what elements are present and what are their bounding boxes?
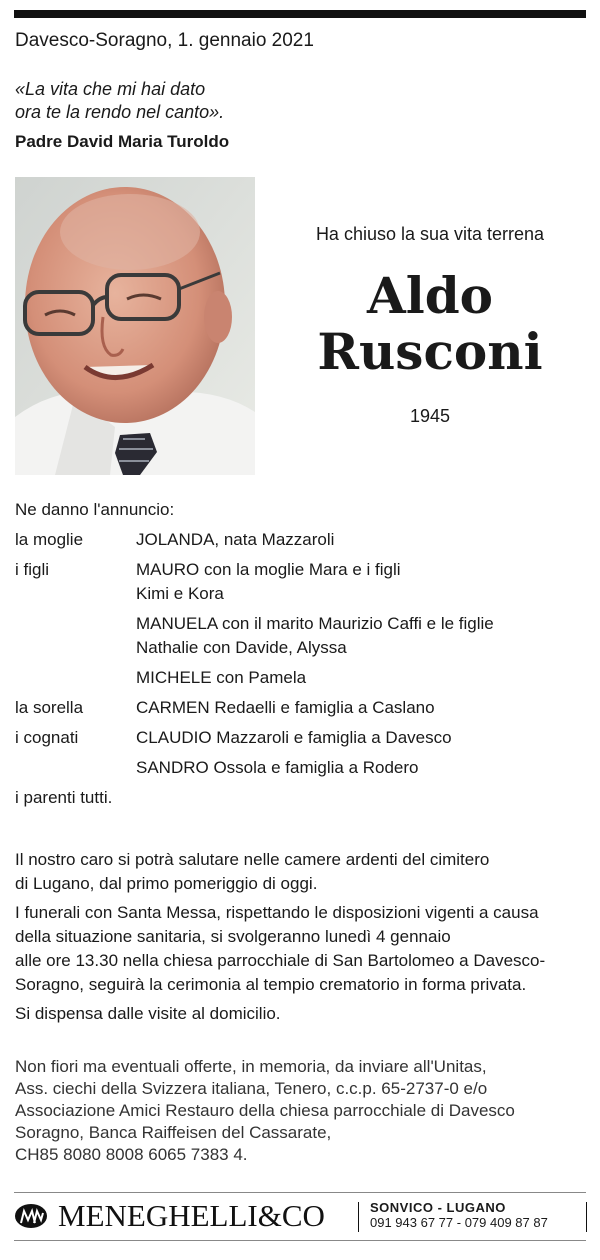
intro-text: Ha chiuso la sua vita terrena bbox=[315, 224, 545, 244]
text-line: Non fiori ma eventuali offerte, in memoria, da inviare all'Unitas, bbox=[15, 1057, 487, 1076]
relation-label: i cognati bbox=[15, 728, 79, 747]
company-name: MENEGHELLI&CO bbox=[58, 1198, 325, 1233]
text-line: Soragno, Banca Raiffeisen del Cassarate, bbox=[15, 1123, 332, 1142]
person-line: MICHELE con Pamela bbox=[136, 668, 307, 687]
relation-label bbox=[15, 756, 136, 780]
footer-rule-bottom bbox=[14, 1240, 586, 1241]
quote-author: Padre David Maria Turoldo bbox=[15, 132, 230, 151]
text-line: di Lugano, dal primo pomeriggio di oggi. bbox=[15, 874, 318, 893]
text-line: Associazione Amici Restauro della chiesa parrocchiale di Davesco bbox=[15, 1101, 515, 1120]
quote-line-1: «La vita che mi hai dato bbox=[15, 79, 206, 99]
footer-rule-top bbox=[14, 1192, 586, 1193]
footer-divider bbox=[358, 1202, 359, 1232]
funeral-details bbox=[15, 848, 595, 1031]
family-row bbox=[15, 666, 494, 690]
relation-label bbox=[15, 612, 136, 660]
last-name: Rusconi bbox=[317, 322, 543, 381]
person-line: CARMEN Redaelli e famiglia a Caslano bbox=[136, 698, 435, 717]
funeral-paragraph bbox=[15, 901, 595, 997]
footer-divider bbox=[586, 1202, 587, 1232]
text-line: Soragno, seguirà la cerimonia al tempio crematorio in forma privata. bbox=[15, 975, 527, 994]
person-line: MANUELA con il marito Maurizio Caffi e le figlie bbox=[136, 614, 494, 633]
relation-people bbox=[136, 528, 334, 552]
family-row bbox=[15, 696, 494, 720]
text-line: della situazione sanitaria, si svolgeranno lunedì 4 gennaio bbox=[15, 927, 451, 946]
portrait-photo-icon bbox=[15, 177, 255, 475]
person-line: SANDRO Ossola e famiglia a Rodero bbox=[136, 758, 419, 777]
relation-people bbox=[136, 726, 452, 750]
relation-people bbox=[136, 696, 435, 720]
top-rule bbox=[14, 10, 586, 18]
family-row bbox=[15, 756, 494, 780]
family-row bbox=[15, 528, 494, 552]
relation-label: la moglie bbox=[15, 530, 84, 549]
relation-label bbox=[15, 666, 136, 690]
deceased-name bbox=[260, 268, 600, 380]
first-name: Aldo bbox=[366, 266, 494, 325]
visiting-paragraph bbox=[15, 848, 595, 896]
relation-people bbox=[136, 666, 306, 690]
relatives-footer: i parenti tutti. bbox=[15, 788, 113, 807]
company-location: SONVICO - LUGANO bbox=[370, 1200, 506, 1215]
person-line: MAURO con la moglie Mara e i figli bbox=[136, 560, 401, 579]
relation-people bbox=[136, 558, 401, 606]
company-phones: 091 943 67 77 - 079 409 87 87 bbox=[370, 1215, 548, 1230]
family-row bbox=[15, 726, 494, 750]
no-visits-paragraph: Si dispensa dalle visite al domicilio. bbox=[15, 1004, 281, 1023]
quote-line-2: ora te la rendo nel canto». bbox=[15, 102, 225, 122]
family-row bbox=[15, 558, 494, 606]
meneghelli-logo-icon bbox=[14, 1203, 48, 1229]
date-line: Davesco-Soragno, 1. gennaio 2021 bbox=[15, 30, 314, 51]
person-line: CLAUDIO Mazzaroli e famiglia a Davesco bbox=[136, 728, 452, 747]
relation-people bbox=[136, 612, 494, 660]
relation-label: i figli bbox=[15, 560, 50, 579]
family-list bbox=[15, 528, 494, 786]
relation-label: la sorella bbox=[15, 698, 84, 717]
person-line: JOLANDA, nata Mazzaroli bbox=[136, 530, 335, 549]
text-line: Ass. ciechi della Svizzera italiana, Tenero, c.c.p. 65-2737-0 e/o bbox=[15, 1079, 488, 1098]
relation-people bbox=[136, 756, 419, 780]
family-row bbox=[15, 612, 494, 660]
text-line: CH85 8080 8008 6065 7383 4. bbox=[15, 1145, 248, 1164]
person-line: Kimi e Kora bbox=[136, 584, 224, 603]
birth-year: 1945 bbox=[409, 406, 451, 426]
text-line: alle ore 13.30 nella chiesa parrocchiale di San Bartolomeo a Davesco- bbox=[15, 951, 546, 970]
donations-paragraph bbox=[15, 1056, 595, 1166]
text-line: Il nostro caro si potrà salutare nelle camere ardenti del cimitero bbox=[15, 850, 490, 869]
text-line: I funerali con Santa Messa, rispettando le disposizioni vigenti a causa bbox=[15, 903, 539, 922]
quote bbox=[15, 78, 224, 124]
announcement-heading: Ne danno l'annuncio: bbox=[15, 500, 175, 519]
person-line: Nathalie con Davide, Alyssa bbox=[136, 638, 347, 657]
